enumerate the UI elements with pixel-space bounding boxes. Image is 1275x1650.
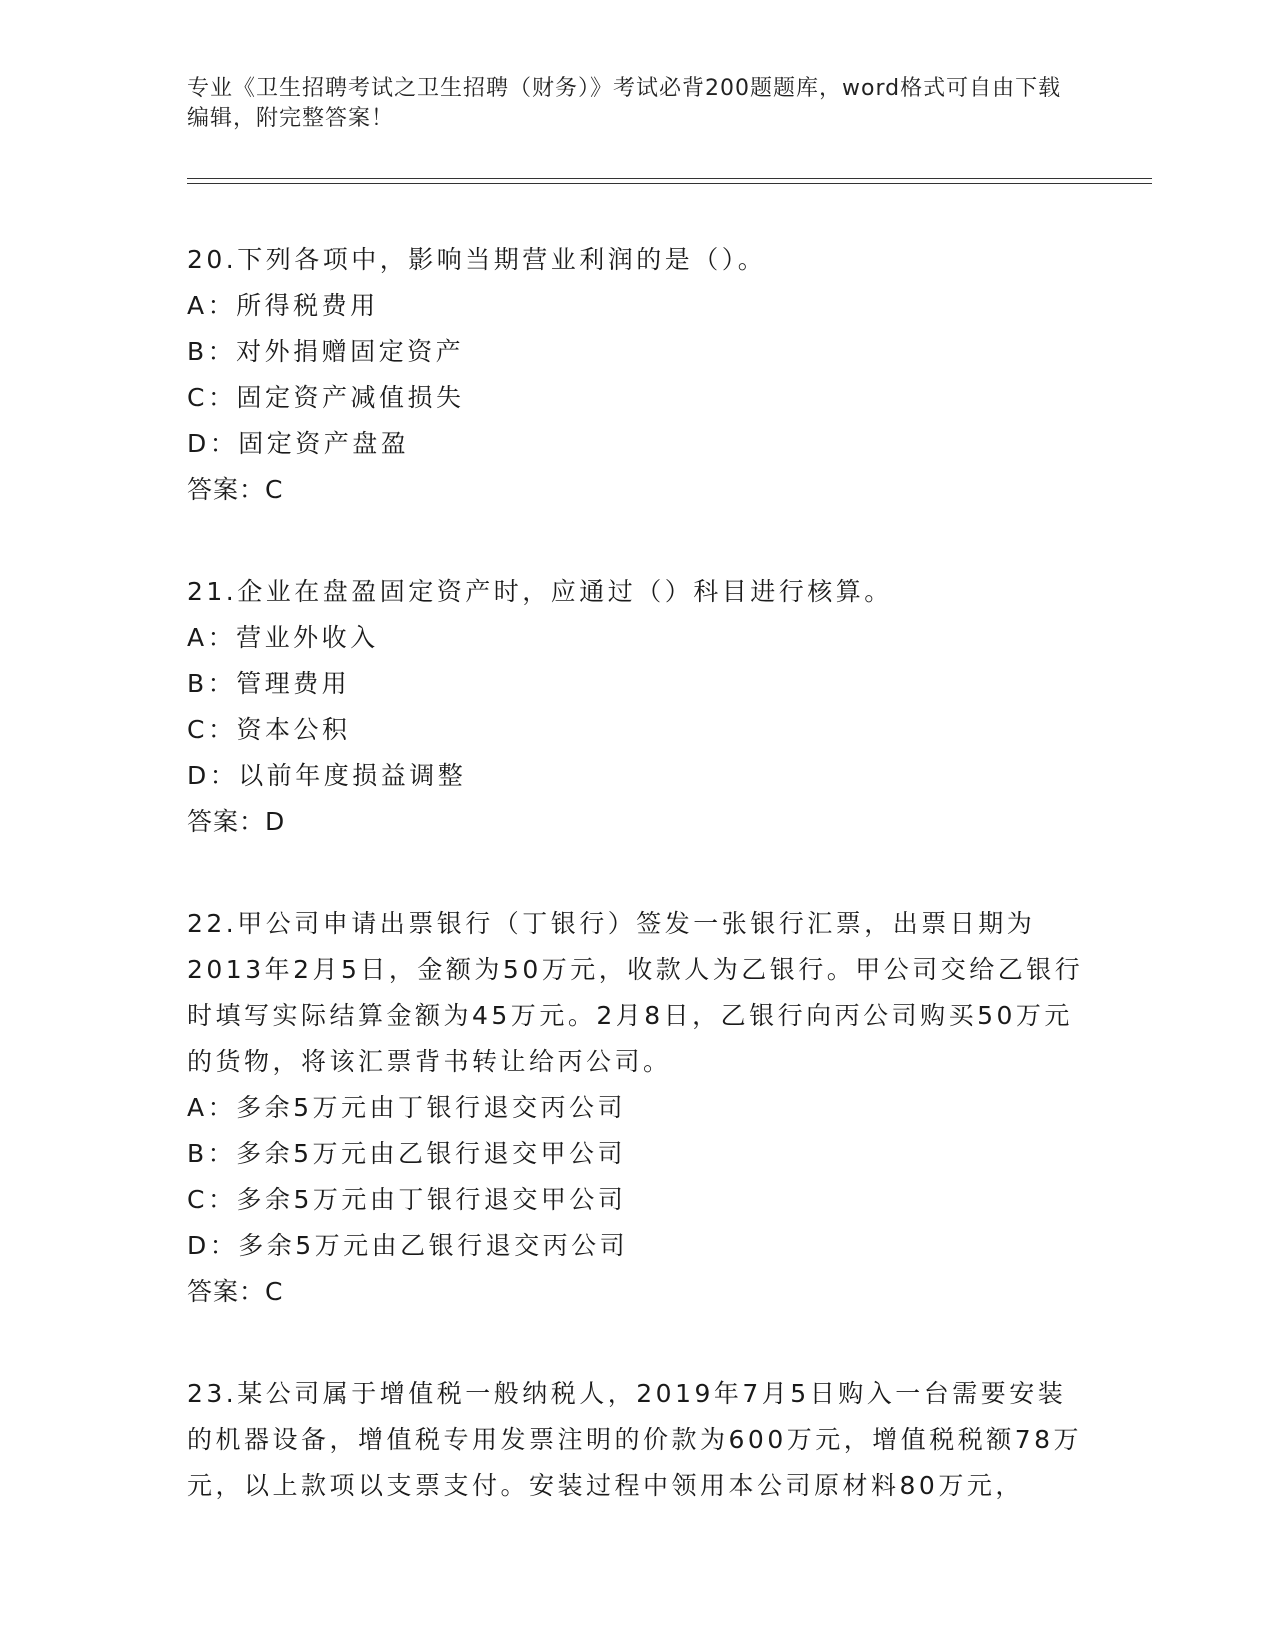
option-b: B：多余5万元由乙银行退交甲公司: [187, 1139, 627, 1168]
option-d: D：以前年度损益调整: [187, 761, 467, 790]
document-header: 专业《卫生招聘考试之卫生招聘（财务）》考试必背200题题库，word格式可自由下载编辑，附完整答案！: [187, 76, 1062, 131]
question-stem: 22.甲公司申请出票银行（丁银行）签发一张银行汇票，出票日期为2013年2月5日，金额为50万元，收款人为乙银行。甲公司交给乙银行时填写实际结算金额为45万元。2月8日，乙银行向丙公司购买50万元的货物，将该汇票背书转让给丙公司。: [187, 909, 1084, 1076]
option-c: C：资本公积: [187, 715, 351, 744]
option-d: D：固定资产盘盈: [187, 429, 410, 458]
answer-text: 答案：C: [187, 1277, 284, 1306]
question-20: [187, 237, 1087, 513]
option-c: C：多余5万元由丁银行退交甲公司: [187, 1185, 627, 1214]
option-a: A：所得税费用: [187, 291, 379, 320]
option-a: A：营业外收入: [187, 623, 379, 652]
question-stem: 23.某公司属于增值税一般纳税人，2019年7月5日购入一台需要安装的机器设备，增值税专用发票注明的价款为600万元，增值税税额78万元，以上款项以支票支付。安装过程中领用本公司原材料80万元，: [187, 1379, 1083, 1500]
option-d: D：多余5万元由乙银行退交丙公司: [187, 1231, 629, 1260]
option-a: A：多余5万元由丁银行退交丙公司: [187, 1093, 627, 1122]
question-21: [187, 569, 1087, 845]
option-c: C：固定资产减值损失: [187, 383, 465, 412]
answer-text: 答案：C: [187, 475, 284, 504]
header-divider-top: [187, 178, 1152, 179]
option-b: B：对外捐赠固定资产: [187, 337, 465, 366]
answer-text: 答案：D: [187, 807, 286, 836]
question-22: [187, 901, 1087, 1315]
question-stem: 21.企业在盘盈固定资产时，应通过（）科目进行核算。: [187, 577, 893, 606]
option-b: B：管理费用: [187, 669, 351, 698]
question-list: [187, 237, 1087, 1565]
question-stem: 20.下列各项中，影响当期营业利润的是（）。: [187, 245, 767, 274]
header-divider-bottom: [187, 183, 1152, 184]
question-23: [187, 1371, 1087, 1509]
